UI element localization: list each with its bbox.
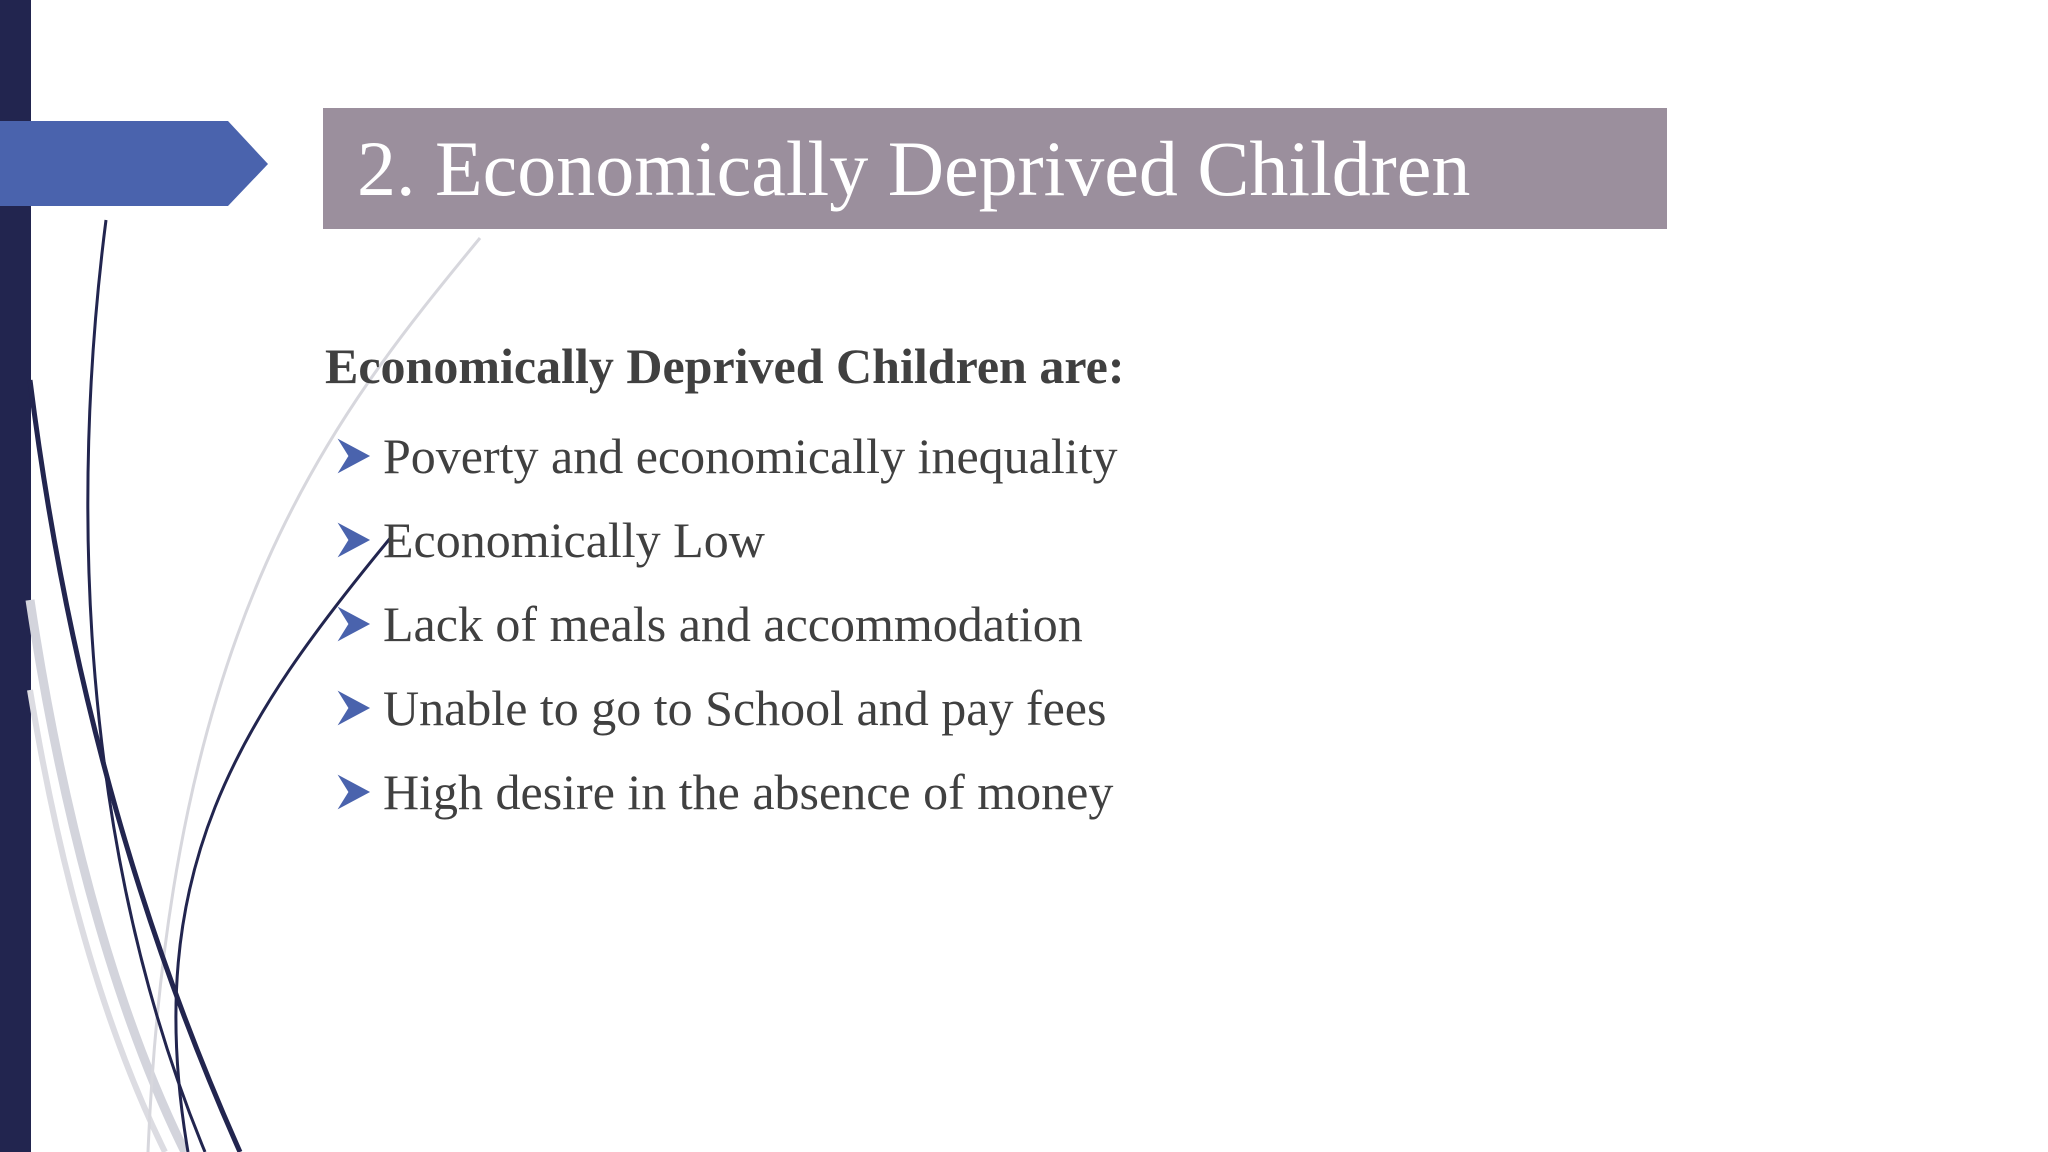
blue-arrow-shape [0,121,268,206]
arrowhead-bullet-icon [325,582,383,666]
content-heading: Economically Deprived Children are: [325,338,1125,394]
arrowhead-bullet-icon [325,666,383,750]
bullet-item [325,582,1725,666]
bullet-list [325,414,1725,834]
slide-content [325,330,1725,834]
bullet-text: Poverty and economically inequality [383,428,1118,484]
arrowhead-bullet-icon [325,498,383,582]
gray-curve-1 [30,600,185,1152]
bullet-text: Lack of meals and accommodation [383,596,1083,652]
title-bar [323,108,1667,229]
arrowhead-bullet-icon [325,414,383,498]
bullet-item [325,750,1725,834]
bullet-item [325,414,1725,498]
bullet-item [325,498,1725,582]
bullet-text: High desire in the absence of money [383,764,1114,820]
bullet-item [325,666,1725,750]
bullet-text: Unable to go to School and pay fees [383,680,1107,736]
slide-title: 2. Economically Deprived Children [357,124,1471,212]
bullet-text: Economically Low [383,512,765,568]
arrowhead-bullet-icon [325,750,383,834]
